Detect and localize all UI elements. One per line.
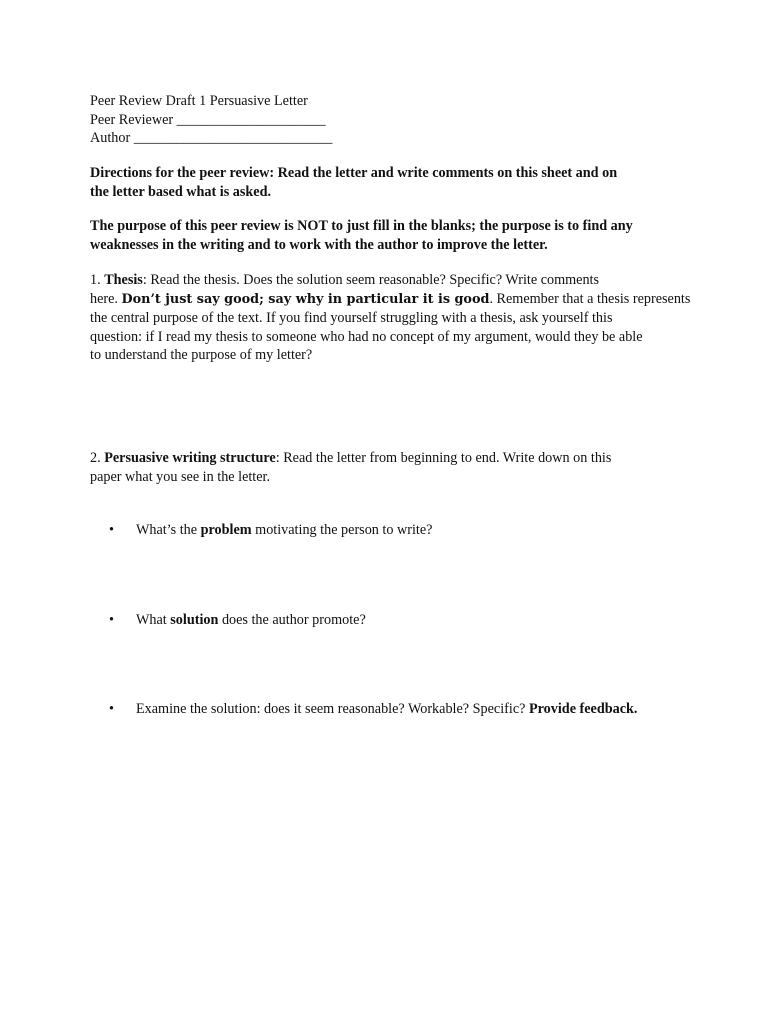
- directions-line-2: the letter based what is asked.: [90, 183, 272, 200]
- bullet-2-post: does the author promote?: [218, 612, 366, 628]
- question-1-line-5: to understand the purpose of my letter?: [90, 347, 313, 363]
- bullet-3-bold: Provide feedback.: [528, 701, 638, 717]
- author-line: Author ____________________________: [90, 130, 333, 146]
- question-1-text-b: here.: [90, 290, 122, 307]
- bullet-marker-icon: •: [109, 701, 114, 717]
- question-1-line-4: question: if I read my thesis to someone who had no concept of my argument, would they be able: [90, 328, 643, 345]
- question-1-line-2: [90, 290, 690, 310]
- question-1-text-a: : Read the thesis. Does the solution seem reasonable? Specific? Write comments: [142, 272, 600, 288]
- question-2-line-2: paper what you see in the letter.: [90, 468, 271, 485]
- document-title: Peer Review Draft 1 Persuasive Letter: [90, 93, 308, 109]
- question-1-text-c: . Remember that a thesis represents: [489, 290, 691, 307]
- document-header: [90, 92, 690, 148]
- purpose-line-2: weaknesses in the writing and to work with the author to improve the letter.: [90, 236, 548, 253]
- question-2-line-1: [90, 449, 690, 468]
- bullet-problem: [109, 521, 709, 540]
- bullet-marker-icon: •: [109, 522, 114, 538]
- question-1-line-3: the central purpose of the text. If you find yourself struggling with a thesis, ask yourself this: [90, 310, 613, 326]
- bullet-2-pre: What: [136, 612, 171, 628]
- question-1-thesis: [90, 271, 690, 365]
- question-2-text-a: : Read the letter from beginning to end. Write down on this: [275, 450, 612, 466]
- bullet-examine: [109, 700, 709, 719]
- bullet-1-pre: What’s the: [136, 522, 201, 538]
- question-1-label: Thesis: [104, 272, 143, 288]
- directions-paragraph: [90, 164, 690, 201]
- question-1-emphasis: Don’t just say good; say why in particular it is good: [121, 291, 490, 307]
- purpose-line-1: The purpose of this peer review is NOT to just fill in the blanks; the purpose is to find any: [90, 218, 633, 234]
- bullet-1-post: motivating the person to write?: [251, 522, 433, 538]
- peer-reviewer-line: Peer Reviewer _____________________: [90, 111, 326, 128]
- bullet-solution: [109, 611, 709, 630]
- directions-line-1: Directions for the peer review: Read the letter and write comments on this sheet and on: [90, 165, 618, 181]
- purpose-paragraph: [90, 217, 690, 254]
- bullet-2-bold: solution: [170, 612, 219, 628]
- question-1-line-1: [90, 271, 690, 290]
- question-2-label: Persuasive writing structure: [104, 450, 276, 466]
- bullet-1-bold: problem: [200, 522, 252, 538]
- question-2-structure: [90, 449, 690, 486]
- question-2-number: 2.: [90, 450, 105, 466]
- question-1-number: 1.: [90, 272, 105, 288]
- bullet-3-pre: Examine the solution: does it seem reasonable? Workable? Specific?: [136, 701, 529, 717]
- bullet-marker-icon: •: [109, 612, 114, 628]
